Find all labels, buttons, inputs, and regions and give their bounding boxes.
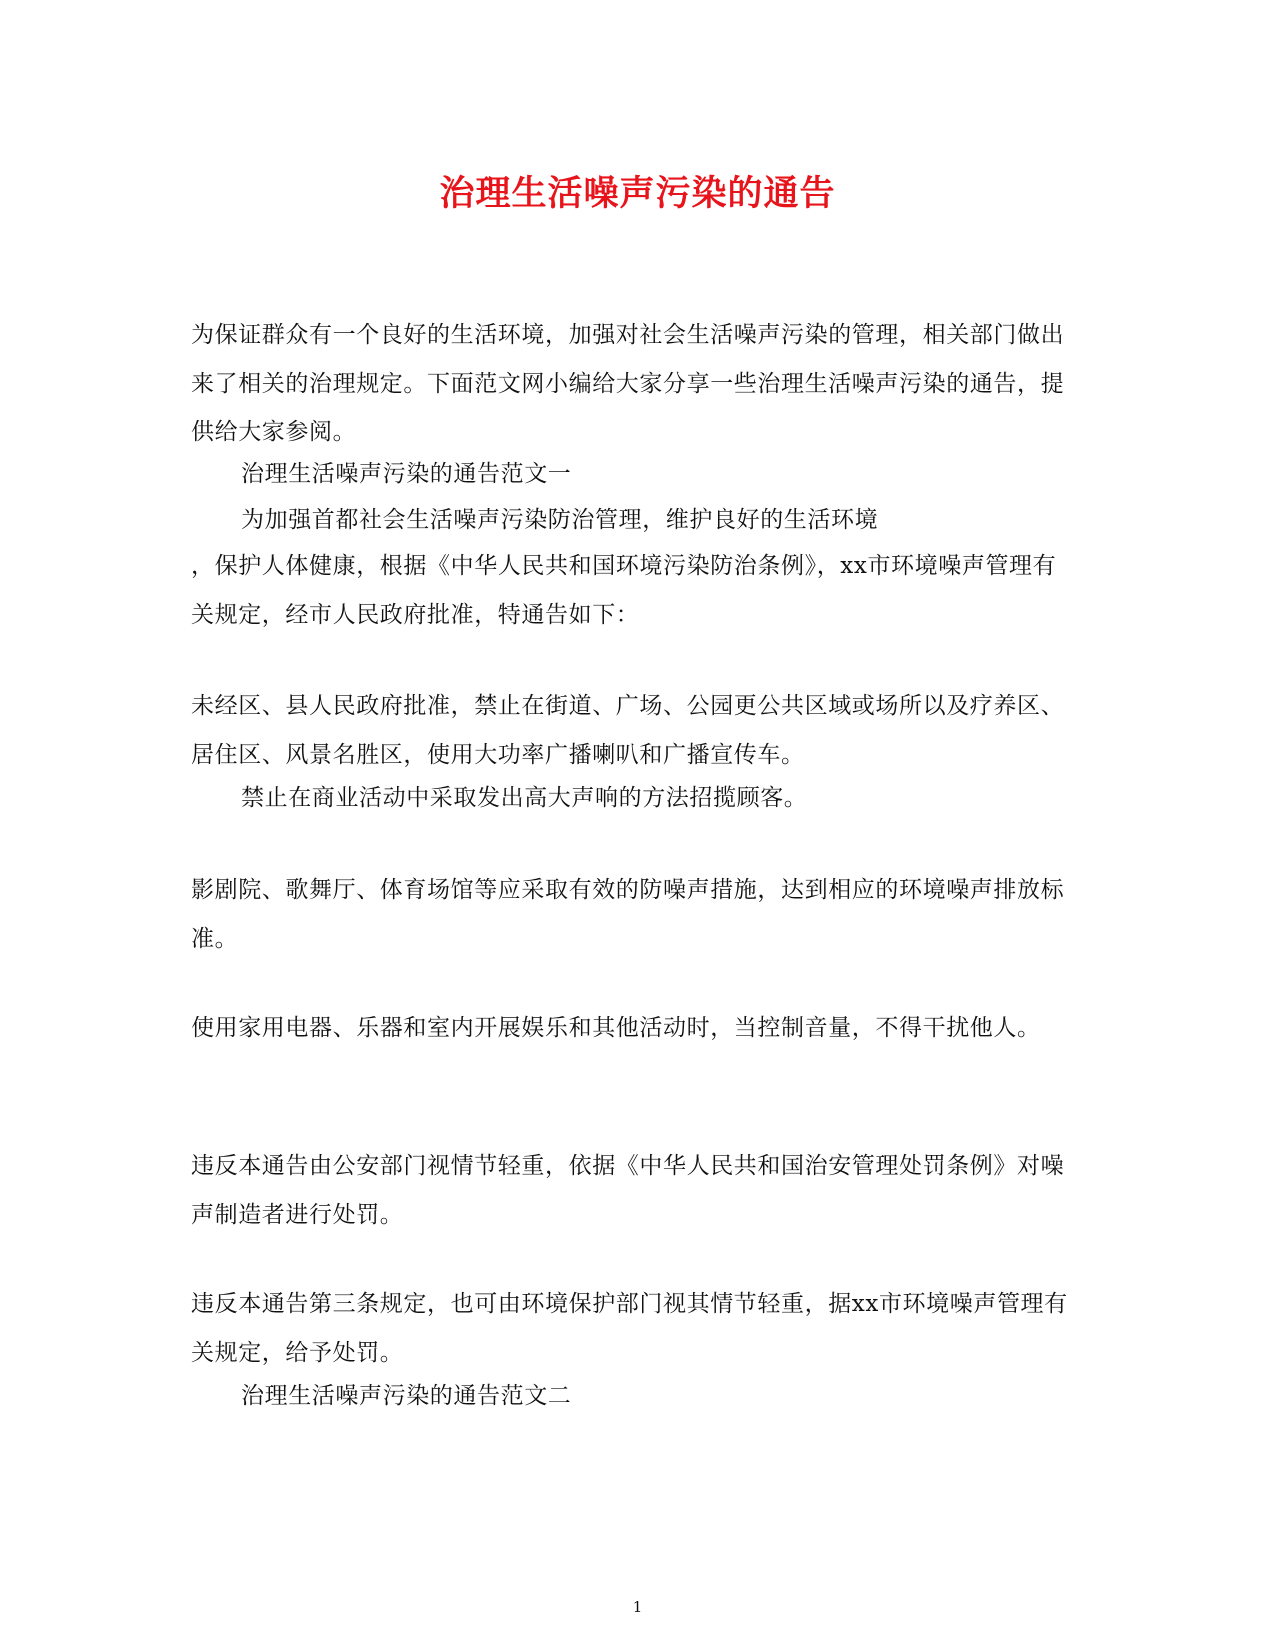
sample-one-opening-line: 为加强首都社会生活噪声污染防治管理，维护良好的生活环境 bbox=[241, 507, 879, 533]
section-heading-sample-one: 治理生活噪声污染的通告范文一 bbox=[241, 461, 572, 487]
rule-paragraph-6: 违反本通告第三条规定，也可由环境保护部门视其情节轻重，据xx市环境噪声管理有关规定，给予处罚。 bbox=[191, 1291, 1068, 1366]
document-title: 治理生活噪声污染的通告 bbox=[439, 173, 836, 214]
page-number: 1 bbox=[632, 1598, 643, 1616]
rule-paragraph-4: 使用家用电器、乐器和室内开展娱乐和其他活动时，当控制音量，不得干扰他人。 bbox=[191, 1015, 1041, 1041]
rule-paragraph-2: 禁止在商业活动中采取发出高大声响的方法招揽顾客。 bbox=[241, 785, 808, 811]
intro-paragraph: 为保证群众有一个良好的生活环境，加强对社会生活噪声污染的管理，相关部门做出来了相关的治理规定。下面范文网小编给大家分享一些治理生活噪声污染的通告，提供给大家参阅。 bbox=[191, 322, 1065, 445]
section-heading-sample-two: 治理生活噪声污染的通告范文二 bbox=[241, 1383, 572, 1409]
rule-paragraph-3: 影剧院、歌舞厅、体育场馆等应采取有效的防噪声措施，达到相应的环境噪声排放标准。 bbox=[191, 877, 1065, 952]
sample-one-opening-continuation: ，保护人体健康，根据《中华人民共和国环境污染防治条例》，xx市环境噪声管理有关规定，经市人民政府批准，特通告如下： bbox=[191, 553, 1057, 628]
rule-paragraph-1: 未经区、县人民政府批准，禁止在街道、广场、公园更公共区域或场所以及疗养区、居住区、风景名胜区，使用大功率广播喇叭和广播宣传车。 bbox=[191, 693, 1065, 768]
rule-paragraph-5: 违反本通告由公安部门视情节轻重，依据《中华人民共和国治安管理处罚条例》对噪声制造者进行处罚。 bbox=[191, 1153, 1065, 1228]
